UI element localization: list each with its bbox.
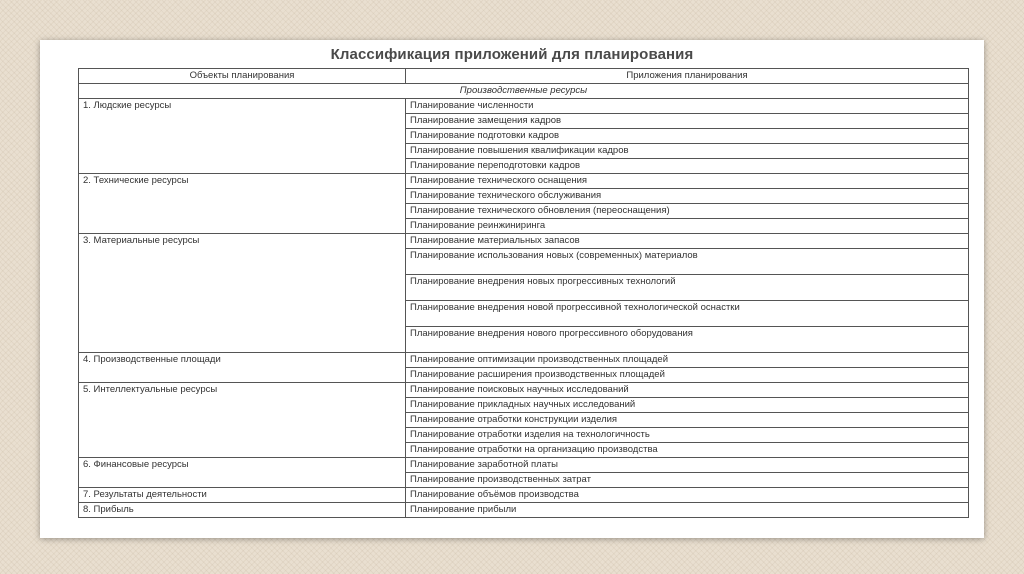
application-cell: Планирование подготовки кадров bbox=[406, 129, 969, 144]
application-cell: Планирование прикладных научных исследований bbox=[406, 398, 969, 413]
table-row bbox=[79, 234, 969, 249]
application-cell: Планирование отработки изделия на технологичность bbox=[406, 428, 969, 443]
table-row bbox=[79, 458, 969, 473]
slide-title: Классификация приложений для планирования bbox=[330, 46, 694, 63]
application-cell: Планирование переподготовки кадров bbox=[406, 159, 969, 174]
object-cell: 4. Производственные площади bbox=[79, 353, 406, 383]
header-applications: Приложения планирования bbox=[406, 69, 969, 84]
object-cell: 2. Технические ресурсы bbox=[79, 174, 406, 234]
subheader-production-resources: Производственные ресурсы bbox=[79, 84, 969, 99]
table-row bbox=[79, 353, 969, 368]
object-cell: 7. Результаты деятельности bbox=[79, 488, 406, 503]
application-cell: Планирование использования новых (современных) материалов bbox=[406, 249, 969, 275]
application-cell: Планирование производственных затрат bbox=[406, 473, 969, 488]
object-cell: 8. Прибыль bbox=[79, 503, 406, 518]
application-cell: Планирование отработки на организацию производства bbox=[406, 443, 969, 458]
table-row bbox=[79, 99, 969, 114]
slide bbox=[40, 40, 984, 538]
table-row bbox=[79, 174, 969, 189]
application-cell: Планирование повышения квалификации кадров bbox=[406, 144, 969, 159]
classification-table bbox=[78, 68, 969, 518]
application-cell: Планирование внедрения новой прогрессивной технологической оснастки bbox=[406, 301, 969, 327]
application-cell: Планирование материальных запасов bbox=[406, 234, 969, 249]
table-subheader-row bbox=[79, 84, 969, 99]
table-header-row bbox=[79, 69, 969, 84]
table-row bbox=[79, 503, 969, 518]
application-cell: Планирование технического обслуживания bbox=[406, 189, 969, 204]
application-cell: Планирование оптимизации производственных площадей bbox=[406, 353, 969, 368]
application-cell: Планирование внедрения нового прогрессивного оборудования bbox=[406, 327, 969, 353]
application-cell: Планирование прибыли bbox=[406, 503, 969, 518]
object-cell: 1. Людские ресурсы bbox=[79, 99, 406, 174]
application-cell: Планирование заработной платы bbox=[406, 458, 969, 473]
application-cell: Планирование объёмов производства bbox=[406, 488, 969, 503]
application-cell: Планирование поисковых научных исследований bbox=[406, 383, 969, 398]
application-cell: Планирование технического обновления (переоснащения) bbox=[406, 204, 969, 219]
header-objects: Объекты планирования bbox=[79, 69, 406, 84]
table-row bbox=[79, 383, 969, 398]
object-cell: 3. Материальные ресурсы bbox=[79, 234, 406, 353]
application-cell: Планирование реинжиниринга bbox=[406, 219, 969, 234]
object-cell: 6. Финансовые ресурсы bbox=[79, 458, 406, 488]
application-cell: Планирование отработки конструкции изделия bbox=[406, 413, 969, 428]
application-cell: Планирование расширения производственных площадей bbox=[406, 368, 969, 383]
application-cell: Планирование внедрения новых прогрессивных технологий bbox=[406, 275, 969, 301]
application-cell: Планирование технического оснащения bbox=[406, 174, 969, 189]
application-cell: Планирование замещения кадров bbox=[406, 114, 969, 129]
object-cell: 5. Интеллектуальные ресурсы bbox=[79, 383, 406, 458]
table-row bbox=[79, 488, 969, 503]
application-cell: Планирование численности bbox=[406, 99, 969, 114]
